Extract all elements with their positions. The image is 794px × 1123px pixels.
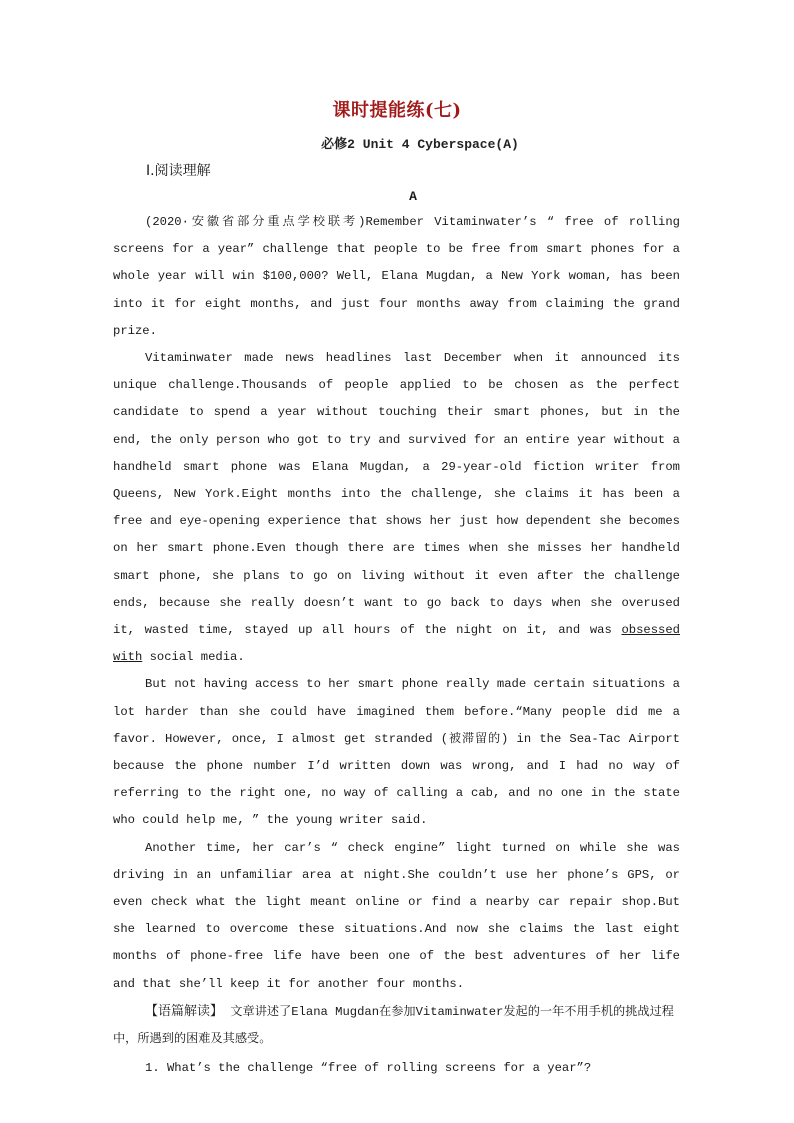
part-label: A	[409, 189, 417, 204]
paragraph-2	[113, 345, 680, 671]
page-title: 课时提能练(七)	[332, 100, 462, 121]
analysis-tag: 【语篇解读】	[145, 1003, 224, 1019]
paragraph-4: Another time, her car’s “ check engine” light turned on while she was driving in an unfamiliar area at night.She couldn’t use her phone’s GPS, or even check what the light meant online or find a nearby car repair shop.But she learned to overcome these situations.And now she claims the last eight months of phone-free life have been one of the best adventures of her life and that she’ll keep it for another four months.	[113, 840, 680, 991]
passage-body	[113, 209, 680, 1083]
analysis-text: 文章讲述了Elana Mugdan在参加Vitaminwater发起的一年不用手机的挑战过程中，所遇到的困难及其感受。	[113, 1004, 674, 1047]
question-1: 1. What’s the challenge “free of rolling screens for a year”?	[145, 1061, 592, 1076]
discourse-analysis	[113, 998, 680, 1053]
unit-subtitle: 必修2 Unit 4 Cyberspace(A)	[321, 137, 519, 152]
underlined-phrase: obsessed with	[113, 623, 680, 665]
paragraph-2-text-a: Vitaminwater made news headlines last December when it announced its unique challenge.Thousands of people applied to be chosen as the perfect candidate to spend a year without touching their smart phones, but in the end, the only person who got to try and survived for an entire year without a handheld smart phone was Elana Mugdan, a 29-year-old fiction writer from Queens, New York.Eight months into the challenge, she claims it has been a free and eye-opening experience that shows her just how dependent she becomes on her smart phone.Even though there are times when she misses her handheld smart phone, she plans to go on living without it even after the challenge ends, because she really doesn’t want to go back to days when she overused it, wasted time, stayed up all hours of the night on it, and was	[113, 351, 680, 638]
paragraph-1: (2020·安徽省部分重点学校联考)Remember Vitaminwater’s “ free of rolling screens for a year” challenge that people to be free from smart phones for a whole year will win $100,000? Well, Elana Mugdan, a New York woman, has been into it for eight months, and just four months away from claiming the grand prize.	[113, 215, 680, 338]
section-heading: Ⅰ.阅读理解	[146, 163, 211, 179]
paragraph-2-text-b: social media.	[142, 650, 245, 665]
paragraph-3: But not having access to her smart phone really made certain situations a lot harder than she could have imagined them before.“Many people did me a favor. However, once, I almost get stranded (被滞留的) in the Sea-Tac Airport because the phone number I’d written down was wrong, and I had no way of referring to the right one, no way of calling a cab, and no one in the state who could help me, ” the young writer said.	[113, 677, 680, 828]
